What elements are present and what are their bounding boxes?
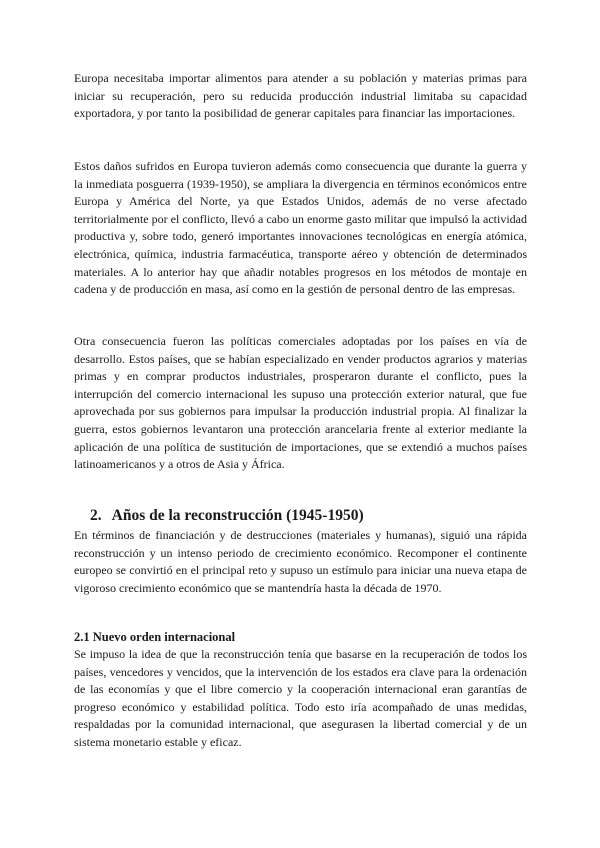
- section-title: Años de la reconstrucción (1945-1950): [111, 507, 364, 524]
- paragraph-europe-us-divergence: Estos daños sufridos en Europa tuvieron además como consecuencia que durante la guerra y la inmediata posguerra (1939-1950), se ampliara la divergencia en términos económicos entre Europa y América del Norte, ya que Estados Unidos, además de no verse afectado territorialmente por el conflicto, llevó a cabo un enorme gasto militar que impulsó la actividad productiva y, sobre todo, generó importantes innovaciones tecnológicas en energía atómica, electrónica, química, industria farmacéutica, transporte aéreo y obtención de determinados materiales. A lo anterior hay que añadir notables progresos en los métodos de montaje en cadena y de producción en masa, así como en la gestión de personal dentro de las empresas.: [74, 159, 527, 297]
- section-paragraph: En términos de financiación y de destrucciones (materiales y humanas), siguió una rápida reconstrucción y un intenso periodo de crecimiento económico. Recomponer el continente europeo se convirtió en el principal reto y supuso un estímulo para iniciar una nueva etapa de vigoroso crecimiento económico que se mantendría hasta la década de 1970.: [74, 528, 527, 595]
- subsection-heading: 2.1 Nuevo orden internacional: [74, 630, 236, 644]
- section-number: 2.: [90, 507, 102, 524]
- paragraph-developing-countries: Otra consecuencia fueron las políticas comerciales adoptadas por los países en vía de desarrollo. Estos países, que se habían especializado en vender productos agrarios y materias primas y en comprar productos industriales, prosperaron durante el conflicto, pues la interrupción del comercio internacional les supuso una protección exterior natural, que fue aprovechada por sus gobiernos para impulsar la producción industrial propia. Al finalizar la guerra, estos gobiernos levantaron una protección arancelaria frente al exterior mediante la aplicación de una política de sustitución de importaciones, que se extendió a muchos países latinoamericanos y a otros de Asia y África.: [74, 334, 527, 472]
- paragraph-food-imports: Europa necesitaba importar alimentos para atender a su población y materias primas para iniciar su recuperación, pero su reducida producción industrial limitaba su capacidad exportadora, y por tanto la posibilidad de generar capitales para financiar las importaciones.: [74, 71, 527, 121]
- subsection-paragraph: Se impuso la idea de que la reconstrucción tenía que basarse en la recuperación de todos los países, vencedores y vencidos, que la intervención de los estados era clave para la ordenación de las economías y que el libre comercio y la cooperación internacional eran garantías de progreso económico y estabilidad política. Todo esto iría acompañado de unas medidas, respaldadas por la comunidad internacional, que asegurasen la libertad comercial y de un sistema monetario estable y eficaz.: [74, 647, 527, 749]
- section-heading: [90, 506, 364, 526]
